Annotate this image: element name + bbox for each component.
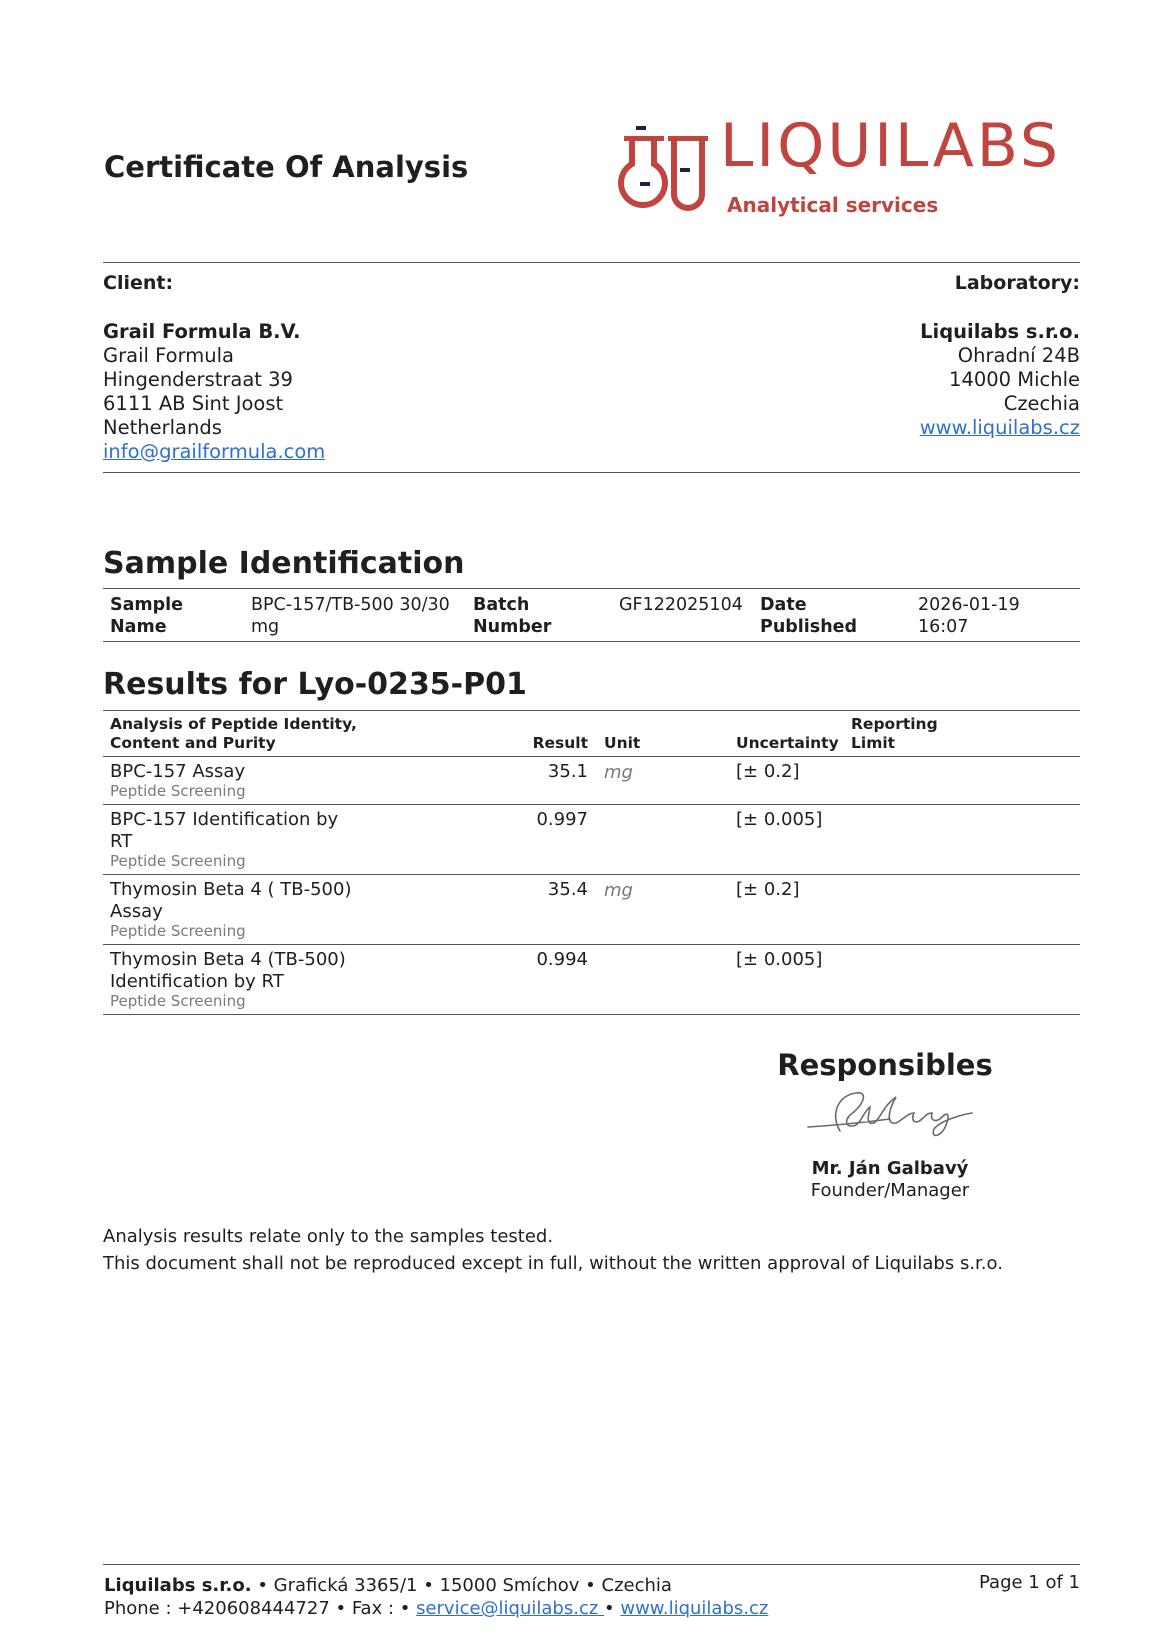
footer-address [104, 1574, 768, 1620]
laboratory-address [920, 320, 1080, 440]
result-uncertainty: [± 0.2] [736, 761, 800, 782]
row-divider [103, 944, 1080, 945]
analysis-name: Thymosin Beta 4 ( TB-500) Assay [110, 879, 352, 922]
sample-identification-heading: Sample Identification [103, 546, 465, 581]
footer-phone: Phone : +420608444727 • Fax : • [104, 1598, 417, 1619]
results-heading: Results for Lyo-0235-P01 [103, 667, 527, 702]
laboratory-label: Laboratory: [954, 272, 1080, 294]
laboratory-website-link[interactable]: www.liquilabs.cz [919, 416, 1080, 439]
client-label: Client: [103, 272, 174, 294]
disclaimer-line: Analysis results relate only to the samples tested. [103, 1226, 554, 1247]
footer-divider [103, 1564, 1080, 1565]
result-uncertainty: [± 0.005] [736, 809, 823, 830]
result-value: 35.4 [547, 879, 588, 900]
brand-subtitle: Analytical services [727, 193, 939, 217]
date-published-label: Date Published [760, 595, 858, 637]
client-address-line: 6111 AB Sint Joost [103, 392, 284, 415]
laboratory-address-line: 14000 Michle [949, 368, 1080, 391]
column-header-uncertainty: Uncertainty [736, 734, 839, 752]
flask-logo-icon [616, 122, 716, 218]
batch-number-value: GF122025104 [619, 595, 743, 615]
analysis-name: BPC-157 Assay [110, 761, 246, 782]
disclaimer-line: This document shall not be reproduced except in full, without the written approval of Liquilabs s.r.o. [103, 1253, 1003, 1274]
address-divider [103, 472, 1080, 473]
result-uncertainty: [± 0.005] [736, 949, 823, 970]
result-value: 35.1 [547, 761, 588, 782]
client-email-link[interactable]: info@grailformula.com [103, 440, 326, 463]
column-header-unit: Unit [604, 734, 641, 752]
responsible-name: Mr. Ján Galbavý [811, 1158, 969, 1179]
footer-company: Liquilabs s.r.o. [104, 1575, 252, 1596]
footer-separator: • [604, 1598, 621, 1619]
results-header-rule [103, 756, 1080, 757]
responsibles-heading: Responsibles [777, 1048, 993, 1082]
document-title: Certificate Of Analysis [104, 150, 469, 184]
date-published-value: 2026-01-19 16:07 [918, 595, 1020, 637]
row-divider [103, 874, 1080, 875]
client-address-line: Grail Formula [103, 344, 234, 367]
sample-table-bottom-rule [103, 641, 1080, 642]
footer-website-link[interactable]: www.liquilabs.cz [620, 1598, 769, 1619]
client-address [103, 320, 325, 464]
footer-email-link[interactable]: service@liquilabs.cz [416, 1598, 605, 1619]
footer-address-text: • Grafická 3365/1 • 15000 Smíchov • Czechia [251, 1575, 672, 1596]
client-address-line: Netherlands [103, 416, 222, 439]
header-divider [103, 262, 1080, 263]
row-divider [103, 804, 1080, 805]
result-unit: mg [604, 762, 633, 783]
result-value: 0.994 [536, 949, 588, 970]
column-header-result: Result [532, 734, 588, 752]
analysis-name: Thymosin Beta 4 (TB-500) Identification by RT [110, 949, 346, 992]
analysis-method: Peptide Screening [110, 782, 246, 800]
sample-table-top-rule [103, 588, 1080, 589]
result-uncertainty: [± 0.2] [736, 879, 800, 900]
column-header-analysis: Analysis of Peptide Identity, Content and Purity [110, 715, 357, 752]
analysis-method: Peptide Screening [110, 922, 246, 940]
responsible-role: Founder/Manager [810, 1180, 970, 1201]
batch-number-label: Batch Number [473, 595, 552, 637]
results-table-bottom-rule [103, 1014, 1080, 1015]
analysis-method: Peptide Screening [110, 852, 246, 870]
result-unit: mg [604, 880, 633, 901]
result-value: 0.997 [536, 809, 588, 830]
column-header-reporting-limit: Reporting Limit [851, 715, 938, 752]
laboratory-address-line: Czechia [1003, 392, 1080, 415]
analysis-name: BPC-157 Identification by RT [110, 809, 339, 852]
client-address-line: Hingenderstraat 39 [103, 368, 293, 391]
client-name: Grail Formula B.V. [103, 320, 301, 343]
handwritten-signature [800, 1085, 980, 1145]
laboratory-name: Liquilabs s.r.o. [920, 320, 1080, 343]
brand-logo-text: LIQUILABS [720, 111, 1062, 181]
results-table-top-rule [103, 710, 1080, 711]
sample-name-label: Sample Name [110, 595, 184, 637]
laboratory-address-line: Ohradní 24B [957, 344, 1080, 367]
sample-name-value: BPC-157/TB-500 30/30 mg [251, 595, 450, 637]
page-number: Page 1 of 1 [979, 1572, 1080, 1593]
analysis-method: Peptide Screening [110, 992, 246, 1010]
